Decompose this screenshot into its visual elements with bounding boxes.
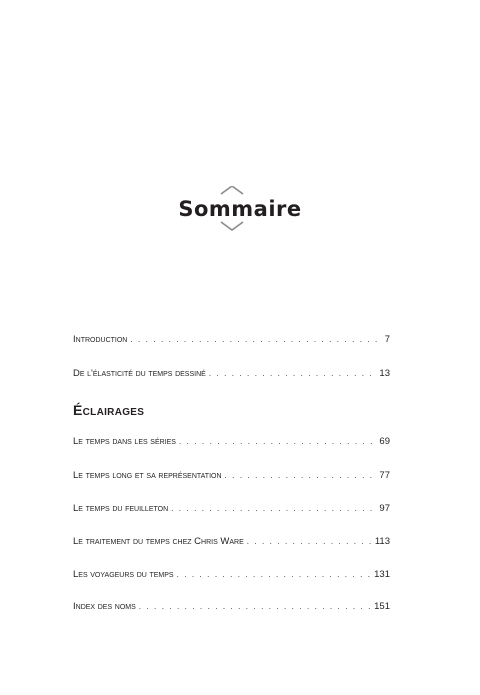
toc-entry-page: 69 bbox=[379, 436, 390, 447]
toc-entry-label: Le temps du feuilleton bbox=[73, 503, 169, 514]
toc-entry-label: De l'élasticité du temps dessiné bbox=[73, 368, 206, 379]
toc-entry-page: 113 bbox=[374, 536, 390, 547]
toc-entry-page: 151 bbox=[374, 601, 390, 612]
toc-leader bbox=[209, 367, 377, 381]
toc-entry[interactable] bbox=[73, 502, 390, 516]
toc-leader bbox=[130, 333, 381, 347]
toc-entry-label: Le temps dans les séries bbox=[73, 436, 176, 447]
toc-leader bbox=[171, 502, 376, 516]
toc-entry[interactable] bbox=[73, 367, 390, 381]
toc-entry-page: 77 bbox=[379, 470, 390, 481]
table-of-contents bbox=[73, 0, 390, 695]
toc-entry-page: 13 bbox=[379, 368, 390, 379]
toc-entry-label: Les voyageurs du temps bbox=[73, 569, 174, 580]
toc-entry-page: 7 bbox=[384, 334, 390, 345]
toc-entry[interactable] bbox=[73, 469, 390, 483]
toc-leader bbox=[225, 469, 377, 483]
toc-entry-label: Index des noms bbox=[73, 601, 136, 612]
toc-entry-label: Le traitement du temps chez Chris Ware bbox=[73, 536, 244, 547]
toc-leader bbox=[179, 435, 376, 449]
toc-entry[interactable] bbox=[73, 435, 390, 449]
toc-entry[interactable] bbox=[73, 333, 390, 347]
toc-entry[interactable] bbox=[73, 568, 390, 582]
toc-leader bbox=[247, 535, 372, 549]
toc-leader bbox=[139, 600, 371, 614]
toc-leader bbox=[177, 568, 372, 582]
toc-entry-label: Introduction bbox=[73, 334, 128, 345]
toc-entry[interactable] bbox=[73, 535, 390, 549]
toc-entry[interactable] bbox=[73, 600, 390, 614]
toc-entry-label: Le temps long et sa représentation bbox=[73, 470, 222, 481]
toc-entry-page: 131 bbox=[374, 569, 390, 580]
toc-entry-page: 97 bbox=[379, 503, 390, 514]
page-title: Sommaire bbox=[178, 197, 302, 221]
section-heading: Éclairages bbox=[73, 402, 145, 418]
